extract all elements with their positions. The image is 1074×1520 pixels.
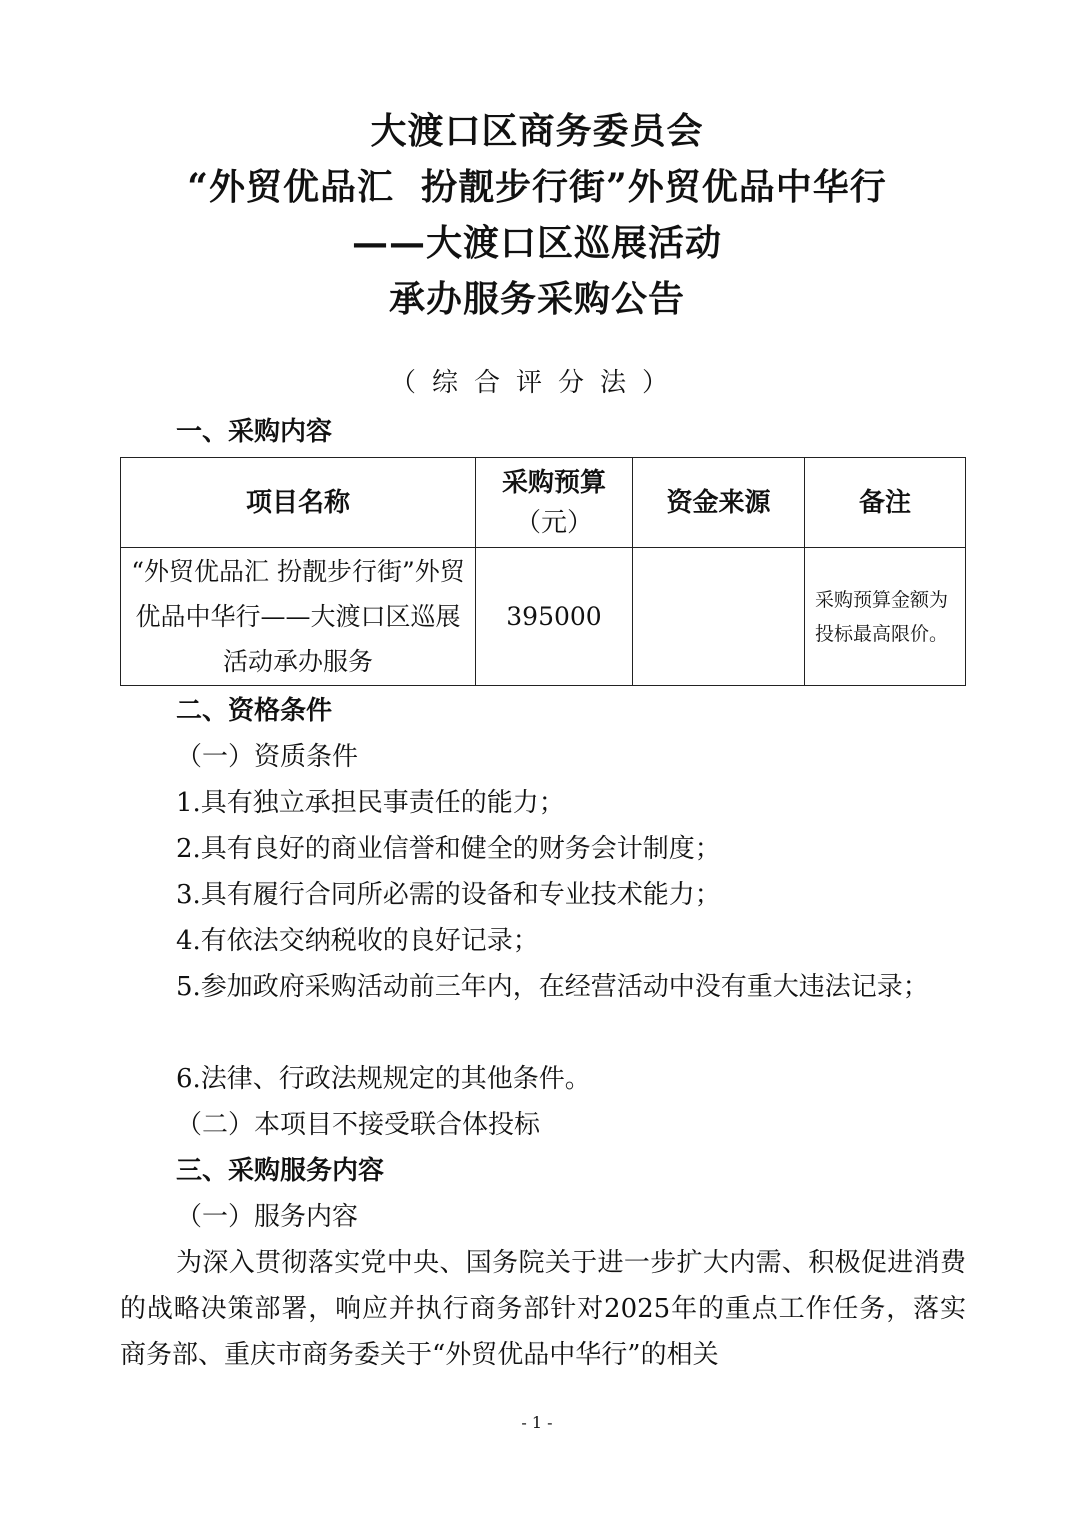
cell-remark: 采购预算金额为投标最高限价。 bbox=[805, 548, 966, 686]
qualification-item: 4.有依法交纳税收的良好记录； bbox=[176, 926, 539, 956]
qualification-item: 3.具有履行合同所必需的设备和专业技术能力； bbox=[176, 880, 721, 910]
header-budget-line1: 采购预算 bbox=[501, 467, 606, 498]
cell-fund-source bbox=[633, 548, 805, 686]
table-row bbox=[121, 548, 966, 686]
procurement-table bbox=[120, 457, 966, 686]
title-line-3: ——大渡口区巡展活动 bbox=[351, 222, 722, 264]
qualification-item: 2.具有良好的商业信誉和健全的财务会计制度； bbox=[176, 834, 721, 864]
table-header-row bbox=[121, 458, 966, 548]
title-line-1: 大渡口区商务委员会 bbox=[370, 110, 704, 152]
page-number: - 1 - bbox=[521, 1413, 553, 1432]
title-line-4: 承办服务采购公告 bbox=[388, 278, 685, 320]
service-content-paragraph: 为深入贯彻落实党中央、国务院关于进一步扩大内需、积极促进消费的战略决策部署，响应并执行商务部针对2025年的重点工作任务，落实商务部、重庆市商务委关于“外贸优品中华行”的相关 bbox=[120, 1248, 966, 1370]
header-fund-source: 资金来源 bbox=[633, 458, 805, 548]
section-1-heading: 一、采购内容 bbox=[176, 417, 333, 447]
section-2-heading: 二、资格条件 bbox=[176, 696, 333, 726]
section-2-sub-1: （一）资质条件 bbox=[176, 742, 359, 772]
title-line-2: “外贸优品汇 扮靓步行街”外贸优品中华行 bbox=[187, 166, 887, 208]
document-title bbox=[0, 103, 1074, 327]
section-3-sub-1: （一）服务内容 bbox=[176, 1202, 359, 1232]
header-budget-line2: （元） bbox=[514, 507, 593, 538]
cell-project-name: “外贸优品汇 扮靓步行街”外贸优品中华行——大渡口区巡展活动承办服务 bbox=[121, 548, 476, 686]
header-remark: 备注 bbox=[805, 458, 966, 548]
qualification-item: 1.具有独立承担民事责任的能力； bbox=[176, 788, 565, 818]
section-2-sub-2: （二）本项目不接受联合体投标 bbox=[176, 1110, 541, 1140]
header-project-name: 项目名称 bbox=[121, 458, 476, 548]
qualification-item: 6.法律、行政法规规定的其他条件。 bbox=[176, 1064, 591, 1094]
section-3-heading: 三、采购服务内容 bbox=[176, 1156, 385, 1186]
qualification-item: 5.参加政府采购活动前三年内，在经营活动中没有重大违法记录； bbox=[176, 972, 929, 1002]
header-budget bbox=[476, 458, 633, 548]
cell-budget: 395000 bbox=[476, 548, 633, 686]
evaluation-method: （综合评分法） bbox=[389, 368, 684, 398]
